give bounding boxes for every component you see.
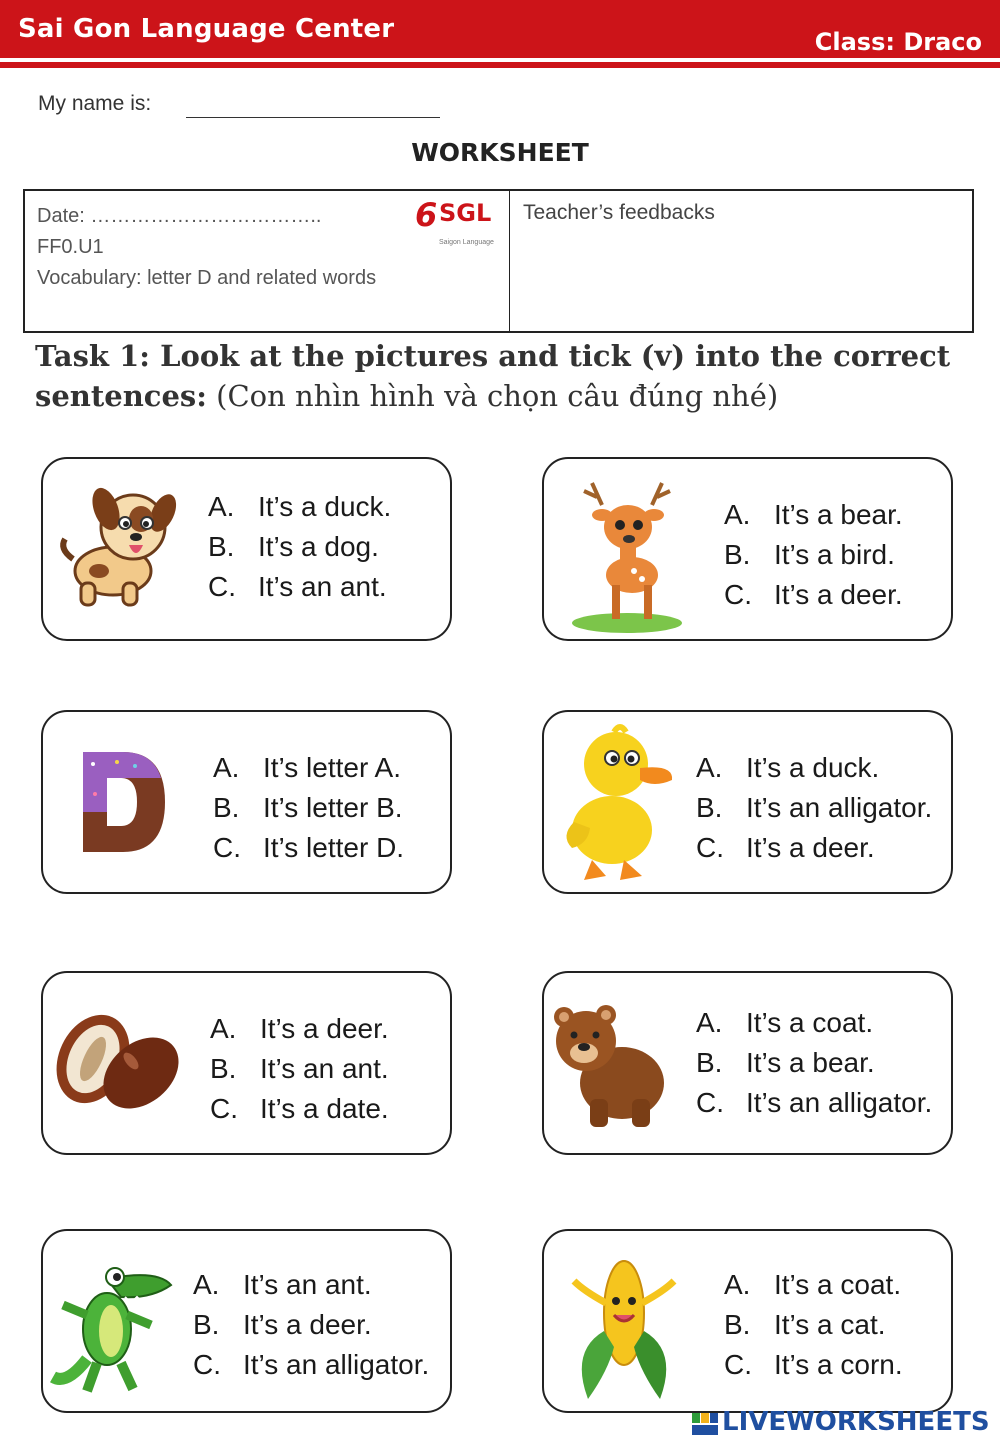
liveworksheets-logo-icon [692,1413,718,1435]
option-b[interactable]: B. It’s an ant. [210,1053,389,1084]
options-4 [696,748,932,868]
info-table [23,189,974,333]
liveworksheets-watermark [692,1405,992,1439]
option-b[interactable]: B. It’s a dog. [208,531,379,562]
sgl-logo-mark-icon: 6 [415,196,438,234]
option-c[interactable]: C. It’s a date. [210,1093,389,1124]
info-left-cell [25,191,510,331]
option-c[interactable]: C. It’s a deer. [696,832,875,863]
option-c[interactable]: C. It’s a corn. [724,1349,903,1380]
task-title: Task 1: Look at the pictures and tick (v) into the correct sentences: [35,339,951,413]
name-field[interactable] [186,117,440,118]
center-name: Sai Gon Language Center [18,14,395,44]
watermark-text: LIVEWORKSHEETS [722,1407,990,1437]
sgl-logo [415,196,510,246]
name-label: My name is: [38,92,152,115]
option-b[interactable]: B. It’s letter B. [213,792,403,823]
date-field: Date: …………………………….. [37,205,322,227]
option-a[interactable]: A. It’s a coat. [696,1007,874,1038]
sgl-logo-text: SGL [439,199,492,227]
question-card-3 [41,710,452,894]
option-a[interactable]: A. It’s a bear. [724,499,903,530]
option-b[interactable]: B. It’s a cat. [724,1309,886,1340]
unit-code: FF0.U1 [37,236,104,258]
teacher-feedback-label: Teacher’s feedbacks [523,201,715,224]
question-card-7 [41,1229,452,1413]
options-5 [210,1009,389,1129]
option-b[interactable]: B. It’s an alligator. [696,792,933,823]
question-card-1 [41,457,452,641]
option-c[interactable]: C. It’s an alligator. [696,1087,933,1118]
question-card-8 [542,1229,953,1413]
option-a[interactable]: A. It’s a duck. [208,491,392,522]
date-fruit-picture [51,1003,181,1123]
alligator-picture [47,1259,177,1394]
option-a[interactable]: A. It’s a deer. [210,1013,389,1044]
options-3 [213,748,404,868]
option-b[interactable]: B. It’s a bear. [696,1047,875,1078]
options-8 [724,1265,903,1385]
option-c[interactable]: C. It’s an ant. [208,571,387,602]
class-label: Class: Draco [814,28,982,56]
option-c[interactable]: C. It’s letter D. [213,832,405,863]
option-a[interactable]: A. It’s a duck. [696,752,880,783]
question-card-6 [542,971,953,1155]
option-b[interactable]: B. It’s a deer. [193,1309,372,1340]
options-1 [208,487,391,607]
options-2 [724,495,903,615]
option-a[interactable]: A. It’s a coat. [724,1269,902,1300]
header-bar [0,0,1000,58]
deer-picture [562,475,692,635]
task-instructions [35,336,965,416]
letter-d-picture [73,742,173,862]
bear-picture [550,999,670,1129]
question-card-4 [542,710,953,894]
option-a[interactable]: A. It’s an ant. [193,1269,372,1300]
options-7 [193,1265,429,1385]
question-card-2 [542,457,953,641]
option-c[interactable]: C. It’s a deer. [724,579,903,610]
worksheet-title: WORKSHEET [411,138,589,167]
option-b[interactable]: B. It’s a bird. [724,539,895,570]
duck-picture [554,718,684,888]
question-card-5 [41,971,452,1155]
corn-picture [560,1251,690,1401]
vocabulary-label: Vocabulary: letter D and related words [37,267,377,289]
header-divider [0,62,1000,68]
dog-picture [51,479,181,609]
sgl-logo-subtext: Saigon Language [439,239,494,246]
option-c[interactable]: C. It’s an alligator. [193,1349,430,1380]
option-a[interactable]: A. It’s letter A. [213,752,401,783]
task-title-vietnamese: (Con nhìn hình và chọn câu đúng nhé) [216,379,779,413]
options-6 [696,1003,932,1123]
